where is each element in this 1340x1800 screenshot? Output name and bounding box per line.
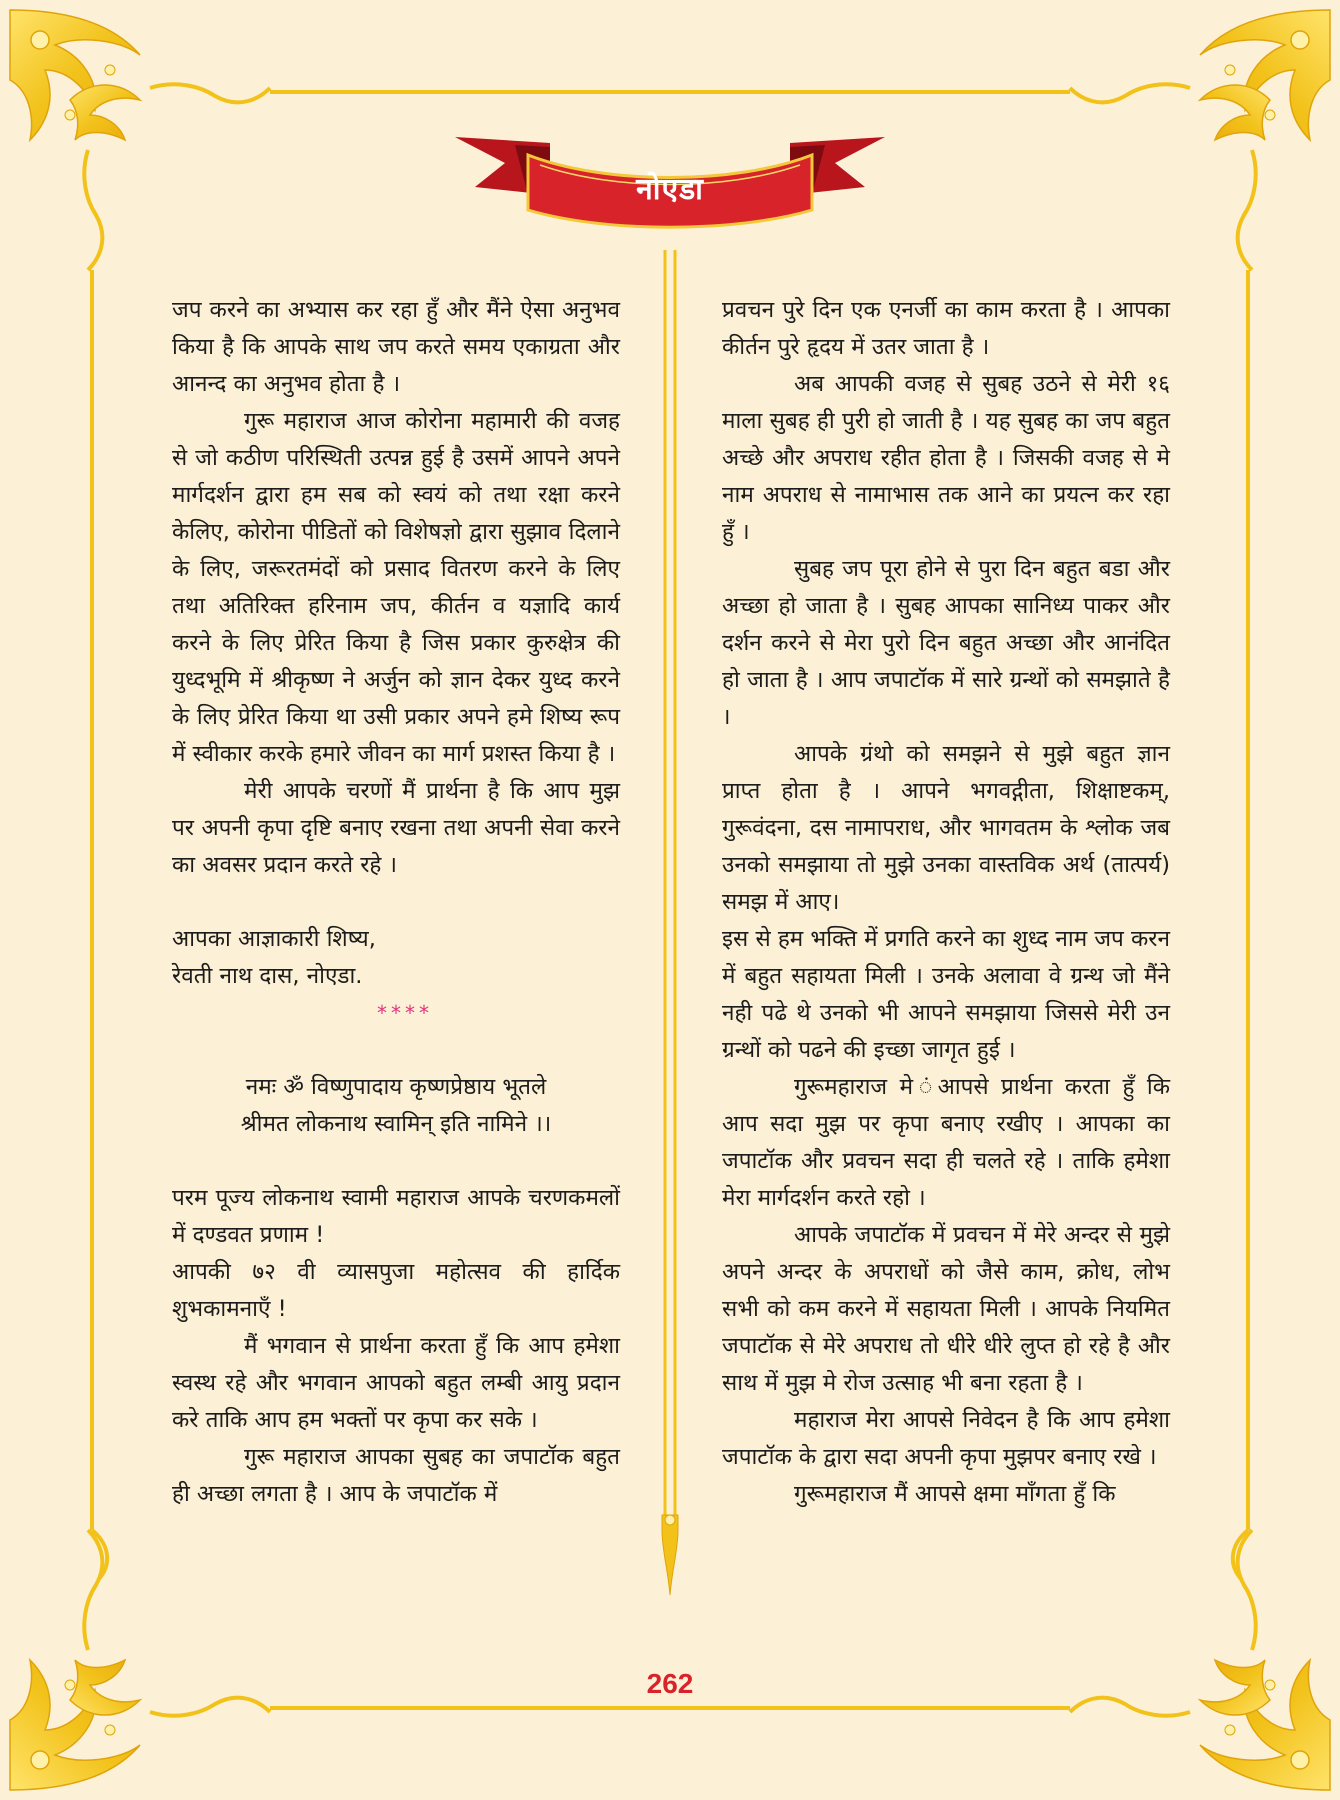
verse-line: नमः ॐ विष्णुपादाय कृष्णप्रेष्ठाय भूतले	[245, 1074, 547, 1100]
paragraph: महाराज मेरा आपसे निवेदन है कि आप हमेशा जपाटॉक के द्वारा सदा अपनी कृपा मुझपर बनाए रखे ।	[722, 1407, 1170, 1470]
left-column	[172, 292, 620, 1513]
paragraph: गुरू महाराज आज कोरोना महामारी की वजह से जो कठीण परिस्थिती उत्पन्न हुई है उसमें आपने अपने मार्गदर्शन द्वारा हम सब को स्वयं को तथा रक्षा करने केलिए, कोरोना पीडितों को विशेषज्ञो द्वारा सुझाव दिलाने के लिए, जरूरतमंदों को प्रसाद वितरण करने के लिए तथा अतिरिक्त हरिनाम जप, कीर्तन व यज्ञादि कार्य करने के लिए प्रेरित किया है जिस प्रकार कुरुक्षेत्र की युध्दभूमि में श्रीकृष्ण ने अर्जुन को ज्ञान देकर युध्द करने के लिए प्रेरित किया था उसी प्रकार अपने हमे शिष्य रूप में स्वीकार करके हमारे जीवन का मार्ग प्रशस्त किया है ।	[172, 408, 620, 767]
paragraph: अब आपकी वजह से सुबह उठने से मेरी १६ माला सुबह ही पुरी हो जाती है । यह सुबह का जप बहुत अच्छे और अपराध रहीत होता है । जिसकी वजह से मे नाम अपराध से नामाभास तक आने का प्रयत्न कर रहा हुँ ।	[722, 371, 1170, 545]
right-column	[722, 292, 1170, 1513]
paragraph: जप करने का अभ्यास कर रहा हुँ और मैंने ऐसा अनुभव किया है कि आपके साथ जप करते समय एकाग्रता और आनन्द का अनुभव होता है ।	[172, 297, 620, 397]
page-title: नोएडा	[636, 172, 704, 207]
paragraph: गुरू महाराज आपका सुबह का जपाटॉक बहुत ही अच्छा लगता है । आप के जपाटॉक में	[172, 1444, 620, 1507]
corner-ornament-icon	[10, 1530, 270, 1790]
section-separator: ****	[377, 1001, 433, 1025]
paragraph: प्रवचन पुरे दिन एक एनर्जी का काम करता है । आपका कीर्तन पुरे हृदय में उतर जाता है ।	[722, 297, 1170, 360]
paragraph: मेरी आपके चरणों मैं प्रार्थना है कि आप मुझ पर अपनी कृपा दृष्टि बनाए रखना तथा अपनी सेवा करने का अवसर प्रदान करते रहे ।	[172, 778, 620, 878]
paragraph: मैं भगवान से प्रार्थना करता हुँ कि आप हमेशा स्वस्थ रहे और भगवान आपको बहुत लम्बी आयु प्रदान करे ताकि आप हम भक्तों पर कृपा कर सके ।	[172, 1333, 620, 1433]
paragraph: गुरूमहाराज मैं आपसे क्षमा माँगता हुँ कि	[794, 1481, 1116, 1507]
paragraph: आपके ग्रंथो को समझने से मुझे बहुत ज्ञान प्राप्त होता है । आपने भगवद्गीता, शिक्षाष्टकम्, गुरूवंदना, दस नामापराध, और भागवतम के श्लोक जब उनको समझाया तो मुझे उनका वास्तविक अर्थ (तात्पर्य) समझ में आए।	[722, 741, 1170, 915]
spacer	[172, 1143, 620, 1180]
paragraph: परम पूज्य लोकनाथ स्वामी महाराज आपके चरणकमलों में दण्डवत प्रणाम !	[172, 1185, 620, 1248]
spacer	[172, 1032, 620, 1069]
paragraph: गुरूमहाराज मे ंआपसे प्रार्थना करता हुँ कि आप सदा मुझ पर कृपा बनाए रखीए । आपका का जपाटॉक और प्रवचन सदा ही चलते रहे । ताकि हमेशा मेरा मार्गदर्शन करते रहो ।	[722, 1074, 1170, 1211]
paragraph: इस से हम भक्ति में प्रगति करने का शुध्द नाम जप करन में बहुत सहायता मिली । उनके अलावा वे ग्रन्थ जो मैंने नही पढे थे उनको भी आपने समझाया जिससे मेरी उन ग्रन्थों को पढने की इच्छा जागृत हुई ।	[722, 926, 1170, 1063]
corner-ornament-icon	[1070, 1530, 1330, 1790]
paragraph: आपके जपाटॉक में प्रवचन में मेरे अन्दर से मुझे अपने अन्दर के अपराधों को जैसे काम, क्रोध, लोभ सभी को कम करने में सहायता मिली । आपके नियमित जपाटॉक से मेरे अपराध तो धीरे धीरे लुप्त हो रहे है और साथ में मुझ मे रोज उत्साह भी बना रहता है ।	[722, 1222, 1170, 1396]
corner-ornament-icon	[1070, 10, 1330, 270]
signature-line: आपका आज्ञाकारी शिष्य,	[172, 926, 376, 952]
divider-drop-icon	[660, 250, 680, 1600]
verse-line: श्रीमत लोकनाथ स्वामिन् इति नामिने ।।	[240, 1111, 552, 1137]
signature-name: रेवती नाथ दास, नोएडा.	[172, 963, 363, 989]
spacer	[172, 884, 620, 921]
paragraph: सुबह जप पूरा होने से पुरा दिन बहुत बडा और अच्छा हो जाता है । सुबह आपका सानिध्य पाकर और दर्शन करने से मेरा पुरो दिन बहुत अच्छा और आनंदित हो जाता है । आप जपाटॉक में सारे ग्रन्थों को समझाते है ।	[722, 556, 1170, 730]
corner-ornament-icon	[10, 10, 270, 270]
paragraph: आपकी ७२ वी व्यासपुजा महोत्सव की हार्दिक शुभकामनाएँ !	[172, 1259, 620, 1322]
page-number: 262	[646, 1668, 694, 1699]
